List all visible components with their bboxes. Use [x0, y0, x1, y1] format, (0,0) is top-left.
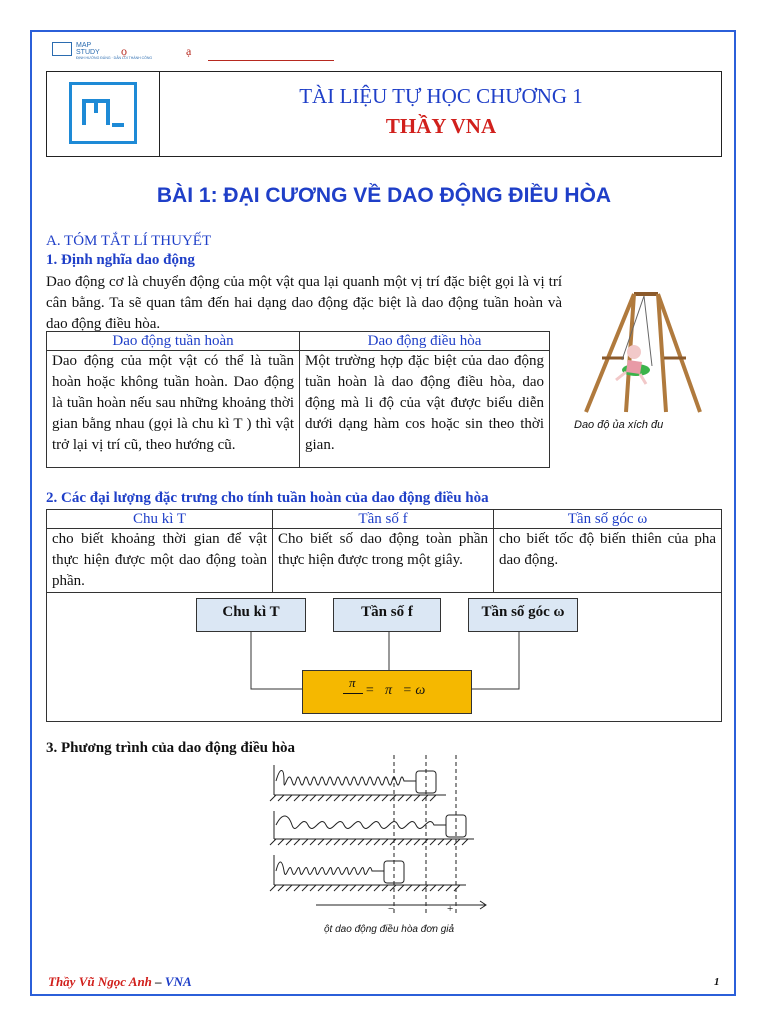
harmonic-definition: Một trường hợp đặc biệt của dao động tuần hoàn là dao động điều hòa, dao động mà li độ của vật được biểu diễn dưới dạng hàm cos hoặc sin theo thời gian.	[300, 351, 550, 468]
doc-author-title: THẦY VNA	[385, 114, 497, 138]
periodic-definition: Dao động của một vật có thể là tuần hoàn hoặc không tuần hoàn. Dao động là tuần hoàn nếu sau những khoảng thời gian bằng nhau (gọi là chu kì T ) thì vật trở lại vị trí cũ, theo hướng cũ.	[47, 351, 300, 468]
footer-author-line	[48, 974, 192, 990]
formula-expression: = π = ω	[365, 683, 426, 698]
page-number: 1	[714, 976, 720, 988]
col-header-harmonic: Dao động điều hòa	[300, 332, 550, 351]
section-a-heading: A. TÓM TẮT LÍ THUYẾT	[46, 233, 212, 249]
footer-dash: –	[151, 974, 165, 989]
m-logo-icon	[69, 82, 137, 144]
header-frequency: Tần số f	[273, 510, 494, 529]
box-period: Chu kì T	[196, 598, 306, 632]
footer-alias: VNA	[164, 974, 192, 989]
col-header-periodic: Dao động tuần hoàn	[47, 332, 300, 351]
header-mark-1: ọ	[121, 44, 127, 58]
formula-box	[302, 670, 472, 714]
spring-mass-diagram	[266, 755, 490, 923]
doc-title: TÀI LIỆU TỰ HỌC CHƯƠNG 1	[299, 84, 583, 108]
formula-numerator: π	[349, 675, 356, 690]
section-2-heading: 2. Các đại lượng đặc trưng cho tính tuần hoàn của dao động điều hòa	[46, 490, 489, 506]
section-1-heading: 1. Định nghĩa dao động	[46, 252, 195, 268]
spring-diagram-caption: ột dao động điều hòa đơn giả	[324, 924, 455, 935]
swing-image	[572, 288, 712, 416]
header-angular-frequency: Tần số góc ω	[494, 510, 722, 529]
angular-frequency-description: cho biết tốc độ biến thiên của pha dao động.	[494, 529, 722, 593]
definition-paragraph: Dao động cơ là chuyển động của một vật qua lại quanh một vị trí đặc biệt gọi là vị trí cân bằng. Ta sẽ quan tâm đến hai dạng dao động đặc biệt là dao động tuần hoàn và dao động điều hòa.	[46, 274, 562, 332]
mapstudy-logo-icon	[52, 42, 72, 56]
axis-plus-label: +	[447, 903, 454, 915]
axis-minus-label: −	[388, 903, 395, 915]
brand-line2: STUDY	[76, 49, 100, 56]
header-underline	[208, 60, 334, 61]
box-angular-frequency: Tần số góc ω	[468, 598, 578, 632]
box-frequency: Tần số f	[333, 598, 441, 632]
footer-author: Thầy Vũ Ngọc Anh	[48, 974, 152, 989]
brand-tagline: ĐỊNH HƯỚNG ĐÚNG · DẪN LỐI THÀNH CÔNG	[76, 56, 153, 60]
brand-line1: MAP	[76, 42, 92, 49]
header-period: Chu kì T	[47, 510, 273, 529]
lesson-title: BÀI 1: ĐẠI CƯƠNG VỀ DAO ĐỘNG ĐIỀU HÒA	[156, 184, 612, 207]
oscillation-types-table	[46, 331, 550, 468]
period-description: cho biết khoảng thời gian để vật thực hiện được một dao động toàn phần.	[47, 529, 273, 593]
brand-name	[76, 42, 152, 60]
formula-fraction-bar	[343, 693, 363, 694]
swing-caption: Dao độ ủa xích đu	[574, 419, 664, 431]
section-3-heading: 3. Phương trình của dao động điều hòa	[46, 740, 296, 756]
frequency-description: Cho biết số dao động toàn phần thực hiện được trong một giây.	[273, 529, 494, 593]
header-mark-2: ạ	[186, 44, 192, 58]
